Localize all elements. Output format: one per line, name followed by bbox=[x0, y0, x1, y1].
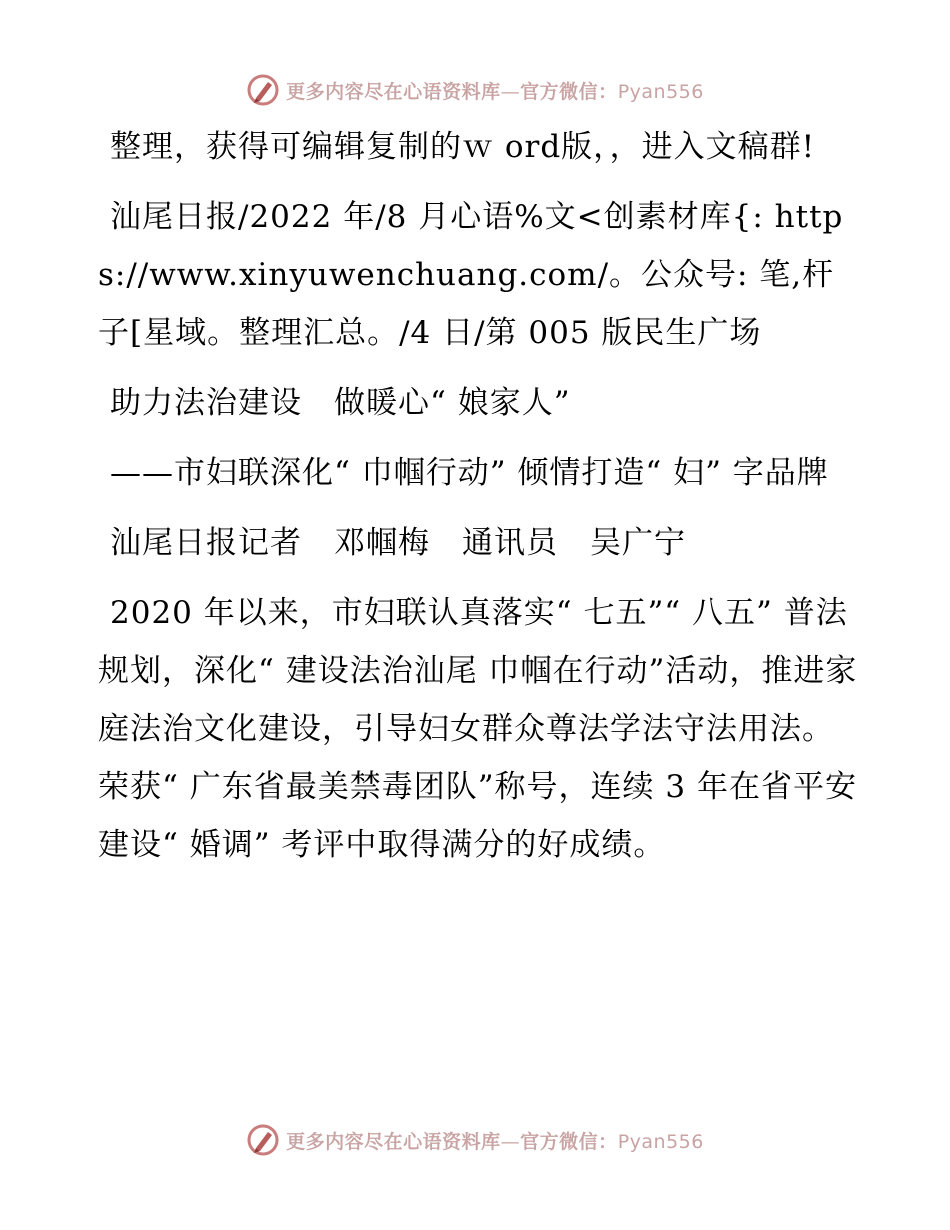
source-line: 汕尾日报/2022 年/8 月心语%文<创素材库{: https://www.xinyuwenchuang.com/。公众号: 笔,杆子[星域。整理汇总。/4 日/第 005 版民生广场 bbox=[98, 199, 844, 351]
watermark-text: 更多内容尽在心语资料库—官方微信：Pyan556 bbox=[286, 1130, 704, 1153]
header-watermark bbox=[0, 70, 950, 110]
article-title: 助力法治建设 做暖心“ 娘家人” bbox=[110, 385, 571, 421]
body-paragraph: 2020 年以来，市妇联认真落实“ 七五”“ 八五” 普法规划，深化“ 建设法治汕尾 巾帼在行动”活动，推进家庭法治文化建设，引导妇女群众尊法学法守法用法。荣获“ 广东省最美禁毒团队”称号，连续 3 年在省平安建设“ 婚调” 考评中取得满分的好成绩。 bbox=[98, 595, 858, 863]
watermark-text: 更多内容尽在心语资料库—官方微信：Pyan556 bbox=[286, 80, 704, 103]
article-body bbox=[98, 118, 858, 886]
intro-note: 整理，获得可编辑复制的ｗ ord版，，进入文稿群! bbox=[110, 129, 816, 165]
pen-circle-logo-icon bbox=[246, 1123, 280, 1157]
watermark-inner bbox=[246, 73, 704, 107]
byline: 汕尾日报记者 邓帼梅 通讯员 吴广宁 bbox=[110, 525, 686, 561]
watermark-inner bbox=[246, 1123, 704, 1157]
pen-circle-logo-icon bbox=[246, 73, 280, 107]
footer-watermark bbox=[0, 1120, 950, 1160]
article-subtitle: ——市妇联深化“ 巾帼行动” 倾情打造“ 妇” 字品牌 bbox=[110, 455, 829, 491]
